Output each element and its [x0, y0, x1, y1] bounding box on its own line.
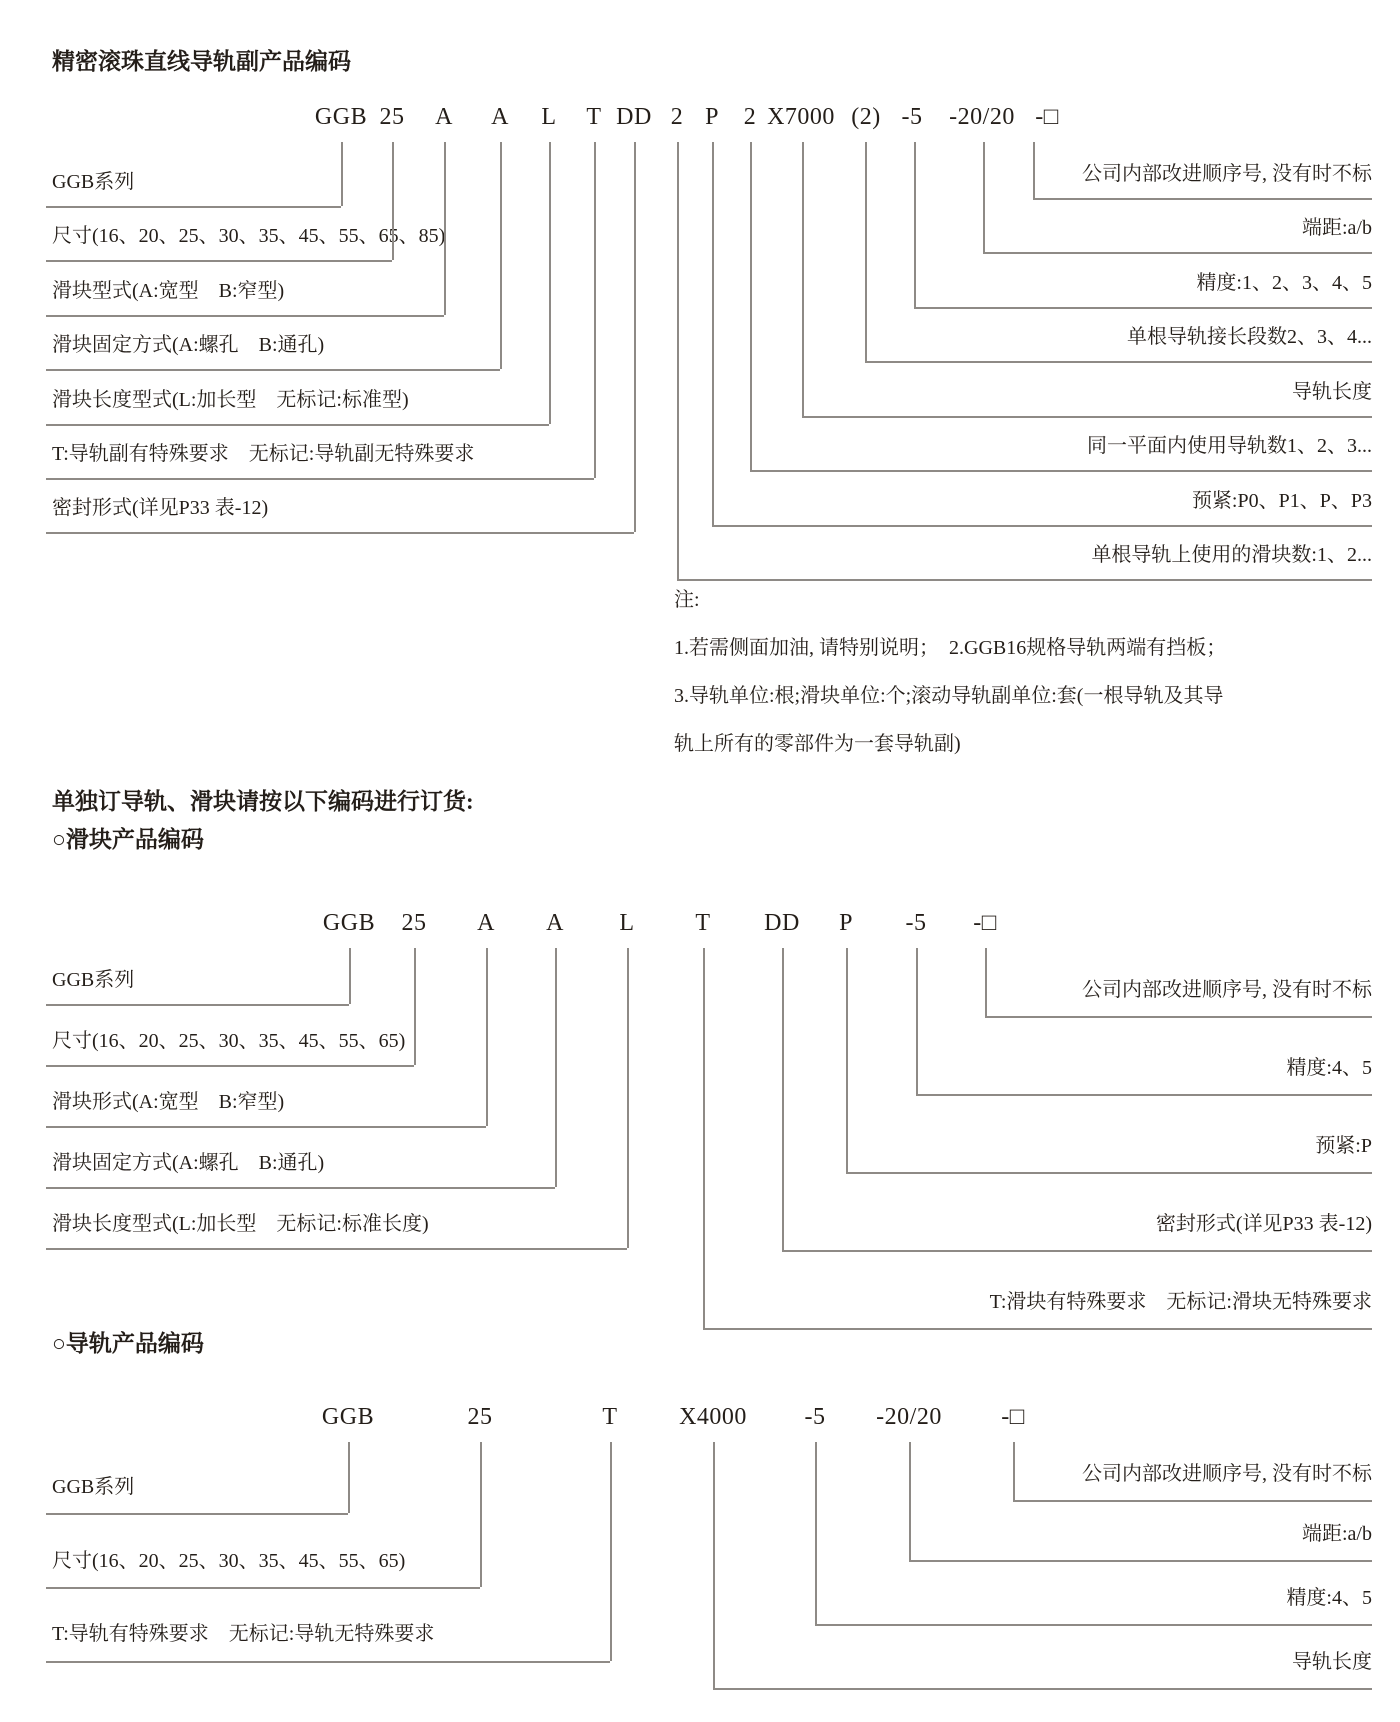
rail-left-label-special: T:导轨有特殊要求 无标记:导轨无特殊要求	[52, 1623, 435, 1645]
notes-heading: 注:	[674, 589, 700, 611]
rail-right-label-revision: 公司内部改进顺序号, 没有时不标	[1082, 1463, 1372, 1485]
connector-tick	[610, 1442, 612, 1661]
assembly-right-label-blocks-per-rail: 单根导轨上使用的滑块数:1、2...	[1091, 544, 1372, 566]
assembly-code-part-length-type: L	[541, 104, 557, 130]
assembly-left-label-size: 尺寸(16、20、25、30、35、45、55、65、85)	[52, 225, 446, 247]
assembly-right-label-accuracy: 精度:1、2、3、4、5	[1196, 272, 1372, 294]
assembly-left-label-seal: 密封形式(详见P33 表-12)	[52, 497, 269, 519]
assembly-right-label-preload: 预紧:P0、P1、P、P3	[1191, 490, 1372, 512]
connector-tick	[348, 1442, 350, 1513]
assembly-right-label-rail-length: 导轨长度	[1292, 381, 1372, 403]
connector-underline	[713, 1688, 1372, 1690]
block-left-label-fixing: 滑块固定方式(A:螺孔 B:通孔)	[52, 1152, 325, 1174]
note-line: 轨上所有的零部件为一套导轨副)	[674, 733, 961, 755]
assembly-right-label-end-distance: 端距:a/b	[1302, 217, 1372, 239]
assembly-code-part-blocks-per-rail: 2	[670, 104, 684, 130]
rail-code-part-size: 25	[467, 1404, 493, 1430]
assembly-right-label-joint-segments: 单根导轨接长段数2、3、4...	[1127, 326, 1372, 348]
assembly-left-label-length-type: 滑块长度型式(L:加长型 无标记:标准型)	[52, 389, 409, 411]
rail-code-part-special: T	[602, 1404, 618, 1430]
assembly-left-label-block-type: 滑块型式(A:宽型 B:窄型)	[52, 280, 285, 302]
rail-code-part-accuracy: -5	[804, 1404, 826, 1430]
rail-section-title: ○导轨产品编码	[52, 1331, 204, 1356]
connector-underline	[815, 1624, 1372, 1626]
assembly-code-part-accuracy: -5	[901, 104, 923, 130]
assembly-left-label-series: GGB系列	[52, 171, 135, 193]
connector-tick	[480, 1442, 482, 1587]
block-left-label-type: 滑块形式(A:宽型 B:窄型)	[52, 1091, 285, 1113]
rail-right-label-length: 导轨长度	[1292, 1651, 1372, 1673]
block-code-part-length: L	[619, 910, 635, 936]
assembly-right-label-revision: 公司内部改进顺序号, 没有时不标	[1082, 163, 1372, 185]
block-code-part-size: 25	[401, 910, 427, 936]
rail-right-label-accuracy: 精度:4、5	[1286, 1587, 1372, 1609]
assembly-code-part-revision: -□	[1035, 104, 1059, 130]
page-title: 精密滚珠直线导轨副产品编码	[52, 49, 351, 74]
assembly-code-part-preload: P	[705, 104, 719, 130]
block-right-label-revision: 公司内部改进顺序号, 没有时不标	[1082, 979, 1372, 1001]
assembly-left-label-special: T:导轨副有特殊要求 无标记:导轨副无特殊要求	[52, 443, 475, 465]
connector-underline	[1013, 1500, 1372, 1502]
note-line: 1.若需侧面加油, 请特别说明； 2.GGB16规格导轨两端有挡板；	[674, 637, 1227, 659]
rail-code-part-length: X4000	[679, 1404, 747, 1430]
assembly-code-part-joint-segments: (2)	[851, 104, 881, 130]
connector-tick	[909, 1442, 911, 1560]
block-code-part-preload: P	[839, 910, 853, 936]
connector-tick	[815, 1442, 817, 1624]
assembly-code-part-rails-in-plane: 2	[743, 104, 757, 130]
rail-left-label-series: GGB系列	[52, 1476, 135, 1498]
assembly-code-part-series: GGB	[314, 104, 368, 130]
block-left-label-series: GGB系列	[52, 969, 135, 991]
assembly-right-label-rails-in-plane: 同一平面内使用导轨数1、2、3...	[1087, 435, 1372, 457]
block-left-label-size: 尺寸(16、20、25、30、35、45、55、65)	[52, 1030, 406, 1052]
connector-underline	[909, 1560, 1372, 1562]
block-code-part-type: A	[477, 910, 495, 936]
block-code-part-seal: DD	[764, 910, 800, 936]
block-code-part-accuracy: -5	[905, 910, 927, 936]
assembly-code-part-fixing: A	[491, 104, 509, 130]
assembly-code-part-block-type: A	[435, 104, 453, 130]
block-code-part-revision: -□	[973, 910, 997, 936]
connector-tick	[713, 1442, 715, 1688]
block-code-part-series: GGB	[322, 910, 376, 936]
rail-code-part-revision: -□	[1001, 1404, 1025, 1430]
assembly-code-part-seal: DD	[616, 104, 652, 130]
note-line: 3.导轨单位:根;滑块单位:个;滚动导轨副单位:套(一根导轨及其导	[674, 685, 1224, 707]
block-right-label-seal: 密封形式(详见P33 表-12)	[1155, 1213, 1372, 1235]
block-section-title: ○滑块产品编码	[52, 827, 204, 852]
assembly-code-part-end-distance: -20/20	[949, 104, 1015, 130]
rail-left-label-size: 尺寸(16、20、25、30、35、45、55、65)	[52, 1550, 406, 1572]
block-code-part-fixing: A	[546, 910, 564, 936]
rail-right-label-end-distance: 端距:a/b	[1302, 1523, 1372, 1545]
rail-code-part-end-distance: -20/20	[876, 1404, 942, 1430]
block-right-label-special: T:滑块有特殊要求 无标记:滑块无特殊要求	[989, 1291, 1372, 1313]
assembly-code-part-special: T	[586, 104, 602, 130]
assembly-code-part-rail-length: X7000	[767, 104, 835, 130]
block-right-label-preload: 预紧:P	[1315, 1135, 1372, 1157]
rail-code-part-series: GGB	[321, 1404, 375, 1430]
block-code-part-special: T	[695, 910, 711, 936]
assembly-left-label-fixing: 滑块固定方式(A:螺孔 B:通孔)	[52, 334, 325, 356]
connector-underline	[46, 1587, 480, 1589]
assembly-code-part-size: 25	[379, 104, 405, 130]
connector-underline	[46, 1513, 348, 1515]
connector-tick	[1013, 1442, 1015, 1500]
block-left-label-length: 滑块长度型式(L:加长型 无标记:标准长度)	[52, 1213, 429, 1235]
ordering-note-title: 单独订导轨、滑块请按以下编码进行订货:	[52, 789, 474, 814]
block-right-label-accuracy: 精度:4、5	[1286, 1057, 1372, 1079]
connector-underline	[46, 1661, 610, 1663]
